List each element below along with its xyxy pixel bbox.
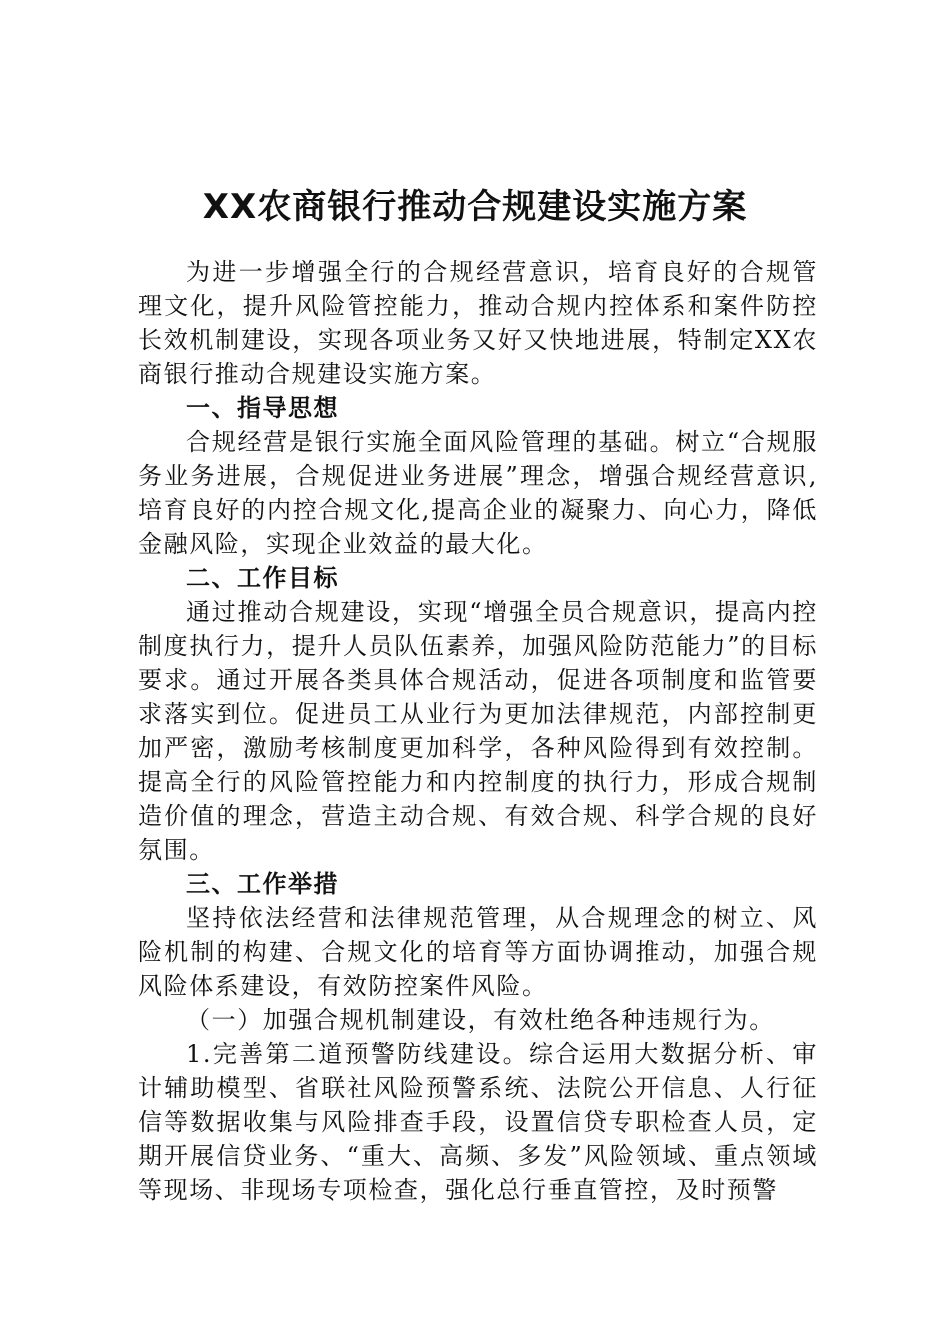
subsection-heading: （一）加强合规机制建设，有效杜绝各种违规行为。	[186, 1006, 775, 1034]
section-text-guiding-thought: 合规经营是银行实施全面风险管理的基础。树立“合规服务业务进展，合规促进业务进展”理念，增强合规经营意识,培育良好的内控合规文化,提高企业的凝聚力、向心力，降低金融风险，实现企业效益的最大化。	[138, 428, 818, 558]
document-body	[138, 255, 818, 1207]
section-text-work-goals: 通过推动合规建设，实现“增强全员合规意识，提高内控制度执行力，提升人员队伍素养，加强风险防范能力”的目标要求。通过开展各类具体合规活动，促进各项制度和监管要求落实到位。促进员工从业行为更加法律规范，内部控制更加严密，激励考核制度更加科学，各种风险得到有效控制。提高全行的风险管控能力和内控制度的执行力，形成合规制造价值的理念，营造主动合规、有效合规、科学合规的良好氛围。	[138, 598, 818, 864]
intro-paragraph: 为进一步增强全行的合规经营意识，培育良好的合规管理文化，提升风险管控能力，推动合规内控体系和案件防控长效机制建设，实现各项业务又好又快地进展，特制定XX农商银行推动合规建设实施方案。	[138, 258, 818, 388]
list-item-1: 1.完善第二道预警防线建设。综合运用大数据分析、审计辅助模型、省联社风险预警系统、法院公开信息、人行征信等数据收集与风险排查手段，设置信贷专职检查人员，定期开展信贷业务、“重大、高频、多发”风险领域、重点领域等现场、非现场专项检查，强化总行垂直管控，及时预警	[138, 1040, 818, 1204]
section-heading-work-measures: 三、工作举措	[186, 870, 339, 898]
section-heading-work-goals: 二、工作目标	[186, 564, 339, 592]
section-text-work-measures: 坚持依法经营和法律规范管理，从合规理念的树立、风险机制的构建、合规文化的培育等方面协调推动，加强合规风险体系建设，有效防控案件风险。	[138, 904, 818, 1000]
document-title: XX农商银行推动合规建设实施方案	[202, 187, 748, 227]
section-heading-guiding-thought: 一、指导思想	[186, 394, 339, 422]
